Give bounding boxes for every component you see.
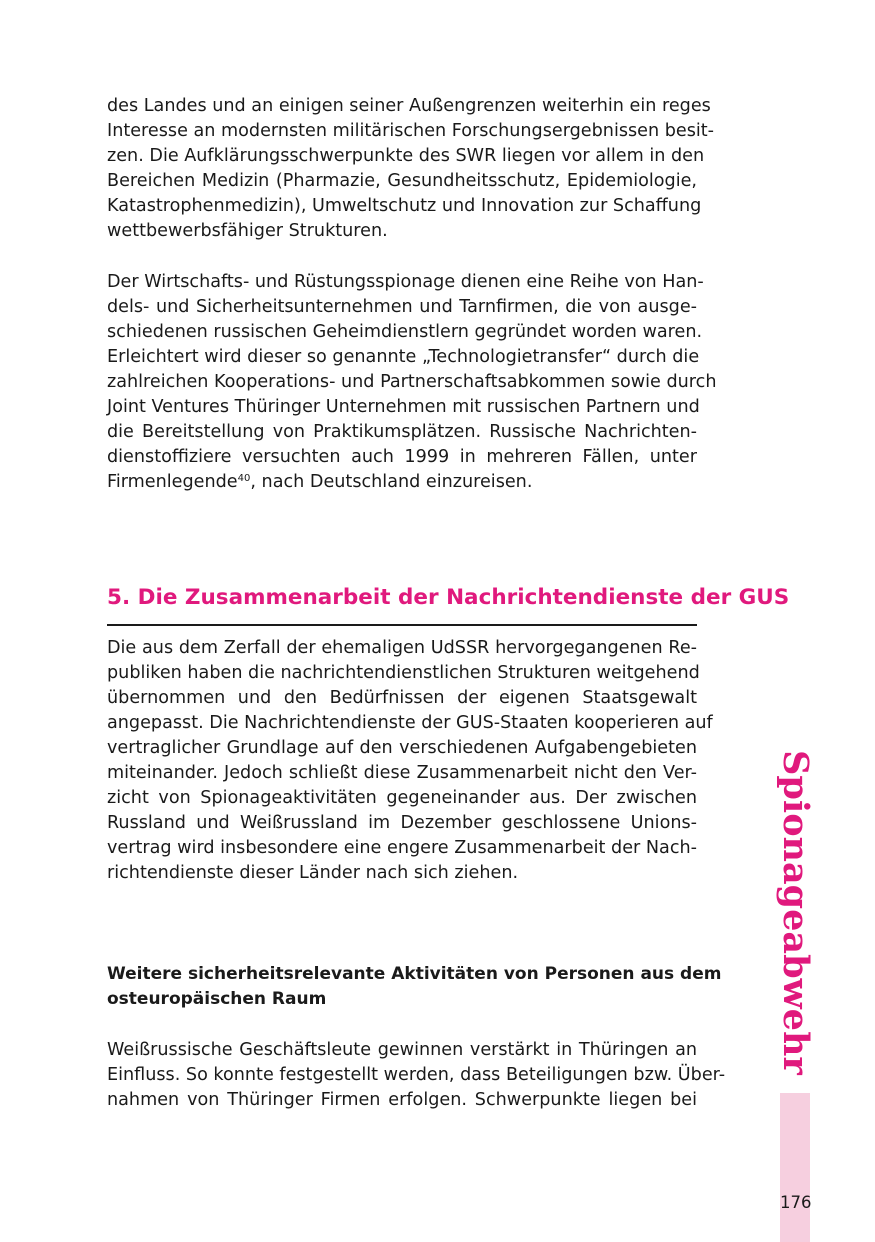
text-line: wettbewerbsfähiger Strukturen. (107, 221, 388, 241)
text-line: publiken haben die nachrichtendienstlichen Strukturen weitgehend (107, 663, 700, 683)
text-line: richtendienste dieser Länder nach sich ziehen. (107, 863, 519, 883)
text-line-with-footnote (107, 470, 697, 495)
paragraph-belarusian-business (107, 1038, 726, 1113)
text-line: Russland und Weißrussland im Dezember geschlossene Unions- (107, 813, 697, 833)
text-line: Der Wirtschafts- und Rüstungsspionage dienen eine Reihe von Han- (107, 272, 704, 292)
subheading (107, 962, 722, 1012)
text-line: nahmen von Thüringer Firmen erfolgen. Schwerpunkte liegen bei (107, 1090, 697, 1110)
text-line: übernommen und den Bedürfnissen der eigenen Staatsgewalt (107, 688, 697, 708)
text-line: Bereichen Medizin (Pharmazie, Gesundheitsschutz, Epidemiologie, (107, 171, 697, 191)
text-line: vertraglicher Grundlage auf den verschiedenen Aufgabengebieten (107, 738, 697, 758)
chapter-side-title-text: Spionageabwehr (774, 749, 816, 1075)
text-line: dels- und Sicherheitsunternehmen und Tarnfirmen, die von ausge- (107, 297, 697, 317)
subheading-line: osteuropäischen Raum (107, 989, 327, 1009)
heading-underline-divider (107, 624, 697, 626)
text-fragment: Firmenlegende (107, 472, 238, 492)
section-heading: 5. Die Zusammenarbeit der Nachrichtendienste der GUS (107, 585, 790, 610)
paragraph-swr-focus (107, 94, 715, 244)
text-line: angepasst. Die Nachrichtendienste der GUS-Staaten kooperieren auf (107, 713, 713, 733)
footnote-reference: 40 (237, 473, 251, 484)
paragraph-gus-cooperation (107, 636, 713, 886)
text-line: des Landes und an einigen seiner Außengrenzen weiterhin ein reges (107, 96, 711, 116)
subheading-line: Weitere sicherheitsrelevante Aktivitäten von Personen aus dem (107, 964, 722, 984)
page-number: 176 (780, 1193, 812, 1212)
text-line: schiedenen russischen Geheimdienstlern gegründet worden waren. (107, 322, 703, 342)
chapter-side-title (720, 749, 870, 1075)
text-line: dienstoffiziere versuchten auch 1999 in mehreren Fällen, unter (107, 447, 697, 467)
text-line: Katastrophenmedizin), Umweltschutz und Innovation zur Schaffung (107, 196, 702, 216)
text-line: Erleichtert wird dieser so genannte „Technologietransfer“ durch die (107, 347, 700, 367)
page-tab-marker (780, 1093, 810, 1242)
text-line: Die aus dem Zerfall der ehemaligen UdSSR hervorgegangenen Re- (107, 638, 697, 658)
text-line: die Bereitstellung von Praktikumsplätzen. Russische Nachrichten- (107, 422, 697, 442)
text-fragment: , nach Deutschland einzureisen. (250, 472, 533, 492)
text-line: Einfluss. So konnte festgestellt werden, dass Beteiligungen bzw. Über- (107, 1065, 726, 1085)
text-line: Interesse an modernsten militärischen Forschungsergebnissen besit- (107, 121, 715, 141)
paragraph-economic-espionage (107, 270, 717, 495)
text-line: Joint Ventures Thüringer Unternehmen mit russischen Partnern und (107, 397, 700, 417)
text-line: vertrag wird insbesondere eine engere Zusammenarbeit der Nach- (107, 838, 697, 858)
text-line: zahlreichen Kooperations- und Partnerschaftsabkommen sowie durch (107, 372, 717, 392)
text-line: Weißrussische Geschäftsleute gewinnen verstärkt in Thüringen an (107, 1040, 697, 1060)
text-line: miteinander. Jedoch schließt diese Zusammenarbeit nicht den Ver- (107, 763, 697, 783)
text-line: zicht von Spionageaktivitäten gegeneinander aus. Der zwischen (107, 788, 697, 808)
text-line: zen. Die Aufklärungsschwerpunkte des SWR liegen vor allem in den (107, 146, 705, 166)
